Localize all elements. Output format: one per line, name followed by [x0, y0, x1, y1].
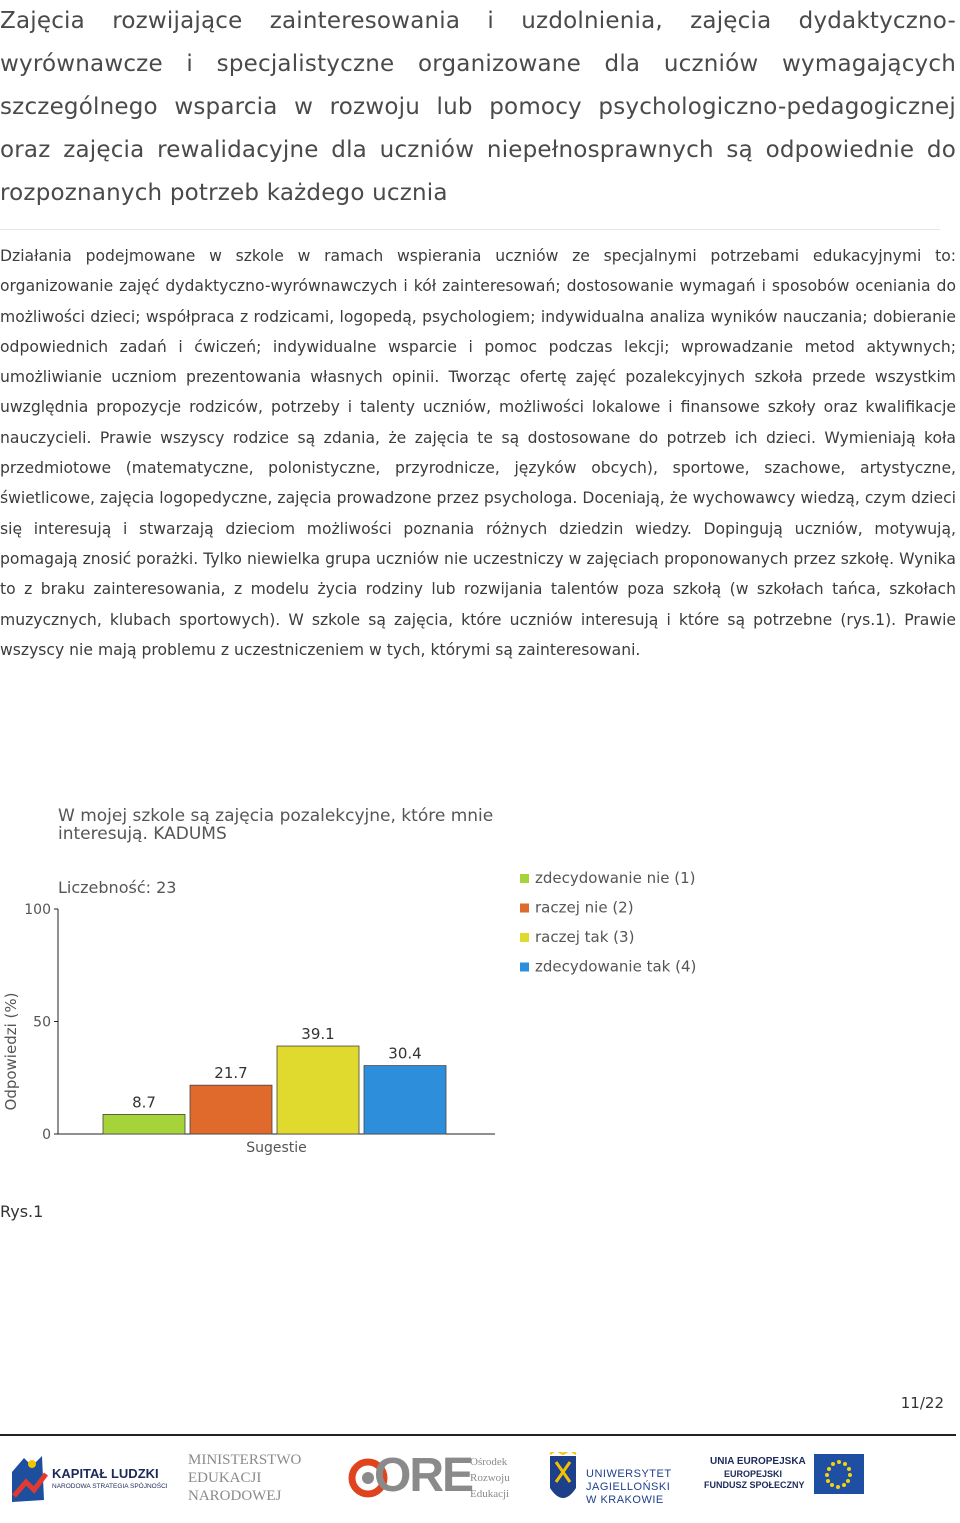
uj-line1: UNIWERSYTET — [586, 1468, 672, 1480]
y-axis-label: Odpowiedzi (%) — [2, 992, 20, 1111]
kapital-ludzki-emblem-icon — [8, 1452, 48, 1504]
plot-area — [2, 902, 495, 1156]
ore-wordmark: ORE — [374, 1449, 473, 1502]
legend-label: zdecydowanie tak (4) — [535, 957, 697, 976]
x-axis-label: Sugestie — [246, 1140, 307, 1156]
chart-title-line1: W mojej szkole są zajęcia pozalekcyjne, które mnie — [58, 806, 494, 826]
eu-logo — [704, 1440, 869, 1520]
uj-logo — [546, 1440, 686, 1520]
eu-line1: UNIA EUROPEJSKA — [710, 1456, 806, 1467]
y-tick-label: 0 — [42, 1127, 51, 1143]
footer-logos — [0, 1440, 960, 1520]
uj-line3: W KRAKOWIE — [586, 1494, 664, 1506]
eu-flag-icon — [814, 1454, 864, 1494]
kapital-ludzki-logo — [8, 1440, 173, 1520]
kapital-subtitle: NARODOWA STRATEGIA SPÓJNOŚCI — [52, 1483, 168, 1490]
legend-swatch — [520, 963, 529, 972]
bar-3 — [277, 1046, 359, 1134]
ore-logo — [348, 1440, 523, 1520]
uj-line2: JAGIELLOŃSKI — [586, 1481, 671, 1493]
bar-value-label: 39.1 — [301, 1025, 335, 1044]
legend-label: zdecydowanie nie (1) — [535, 869, 696, 887]
uj-crest-icon — [546, 1452, 580, 1510]
legend-swatch — [520, 874, 529, 883]
men-line3: NARODOWEJ — [188, 1488, 282, 1504]
bar-value-label: 21.7 — [214, 1064, 248, 1083]
heading-divider — [0, 229, 940, 230]
legend-swatch — [520, 904, 529, 913]
bar-2 — [190, 1085, 272, 1134]
men-logo — [188, 1440, 318, 1520]
ore-line3: Edukacji — [470, 1488, 510, 1500]
y-tick-label: 50 — [33, 1014, 51, 1031]
page-number: 11/22 — [900, 1394, 944, 1412]
footer-divider — [0, 1434, 956, 1436]
legend-label: raczej nie (2) — [535, 898, 634, 917]
kapital-title: KAPITAŁ LUDZKI — [52, 1466, 159, 1481]
bar-value-label: 8.7 — [132, 1093, 156, 1112]
bar-1 — [103, 1114, 185, 1134]
section-heading: Zajęcia rozwijające zainteresowania i uzdolnienia, zajęcia dydaktyczno-wyrównawcze i specjalistyczne organizowane dla uczniów wymagających szczególnego wsparcia w rozwoju lub pomocy psychologiczno-pedagogicznej oraz zajęcia rewalidacyjne dla uczniów niepełnosprawnych są odpowiednie do rozpoznanych potrzeb każdego ucznia — [0, 8, 956, 206]
y-tick-label: 100 — [24, 902, 51, 918]
men-line2: EDUKACJI — [188, 1470, 262, 1486]
eu-line2: EUROPEJSKI — [724, 1469, 783, 1479]
ore-line2: Rozwoju — [470, 1472, 510, 1484]
body-paragraph: Działania podejmowane w szkole w ramach wspierania uczniów ze specjalnymi potrzebami edukacyjnymi to: organizowanie zajęć dydaktyczno-wyrównawczych i kół zainteresowań; dostosowanie wymagań i sposobów oceniania do możliwości dzieci; współpraca z rodzicami, logopedą, psychologiem; indywidualna analiza wyników nauczania; dobieranie odpowiednich zadań i ćwiczeń; indywidualne wsparcie i pomoc podczas lekcji; wprowadzanie metod aktywnych; umożliwianie uczniom prezentowania własnych opinii. Tworząc ofertę zajęć pozalekcyjnych szkoła przede wszystkim uwzględnia propozycje rodziców, potrzeby i talenty uczniów, możliwości lokalowe i finansowe szkoły oraz kwalifikacje nauczycieli. Prawie wszyscy rodzice są zdania, że zajęcia te są dostosowane do potrzeb ich dzieci. Wymieniają koła przedmiotowe (matematyczne, polonistyczne, przyrodnicze, języków obcych), sportowe, szachowe, artystyczne, świetlicowe, zajęcia logopedyczne, zajęcia prowadzone przez psychologa. Doceniają, że wychowawcy wiedzą, czym dzieci się interesują i stwarzają dzieciom możliwości poznania różnych dziedzin wiedzy. Dopingują uczniów, motywują, pomagają znosić porażki. Tylko niewielka grupa uczniów nie uczestniczy w zajęciach proponowanych przez szkołę. Wynika to z braku zainteresowania, z modelu życia rodziny lub rozwijania talentów poza szkołą (w szkołach tańca, szkołach muzycznych, klubach sportowych). W szkole są zajęcia, które uczniów interesują i które są potrzebne (rys.1). Prawie wszyscy nie mają problemu z uczestniczeniem w tych, którymi są zainteresowani. — [0, 247, 956, 659]
ore-line1: Ośrodek — [470, 1456, 508, 1468]
bar-chart — [0, 795, 720, 1175]
men-line1: MINISTERSTWO — [188, 1452, 302, 1468]
bar-4 — [364, 1066, 446, 1134]
chart-legend — [520, 869, 696, 976]
bar-value-label: 30.4 — [388, 1044, 422, 1063]
eu-line3: FUNDUSZ SPOŁECZNY — [704, 1480, 805, 1490]
legend-label: raczej tak (3) — [535, 928, 635, 946]
chart-title-line2: interesują. KADUMS — [58, 824, 227, 844]
figure-caption: Rys.1 — [0, 1202, 44, 1221]
chart-count-label: Liczebność: 23 — [58, 878, 177, 897]
legend-swatch — [520, 933, 529, 942]
